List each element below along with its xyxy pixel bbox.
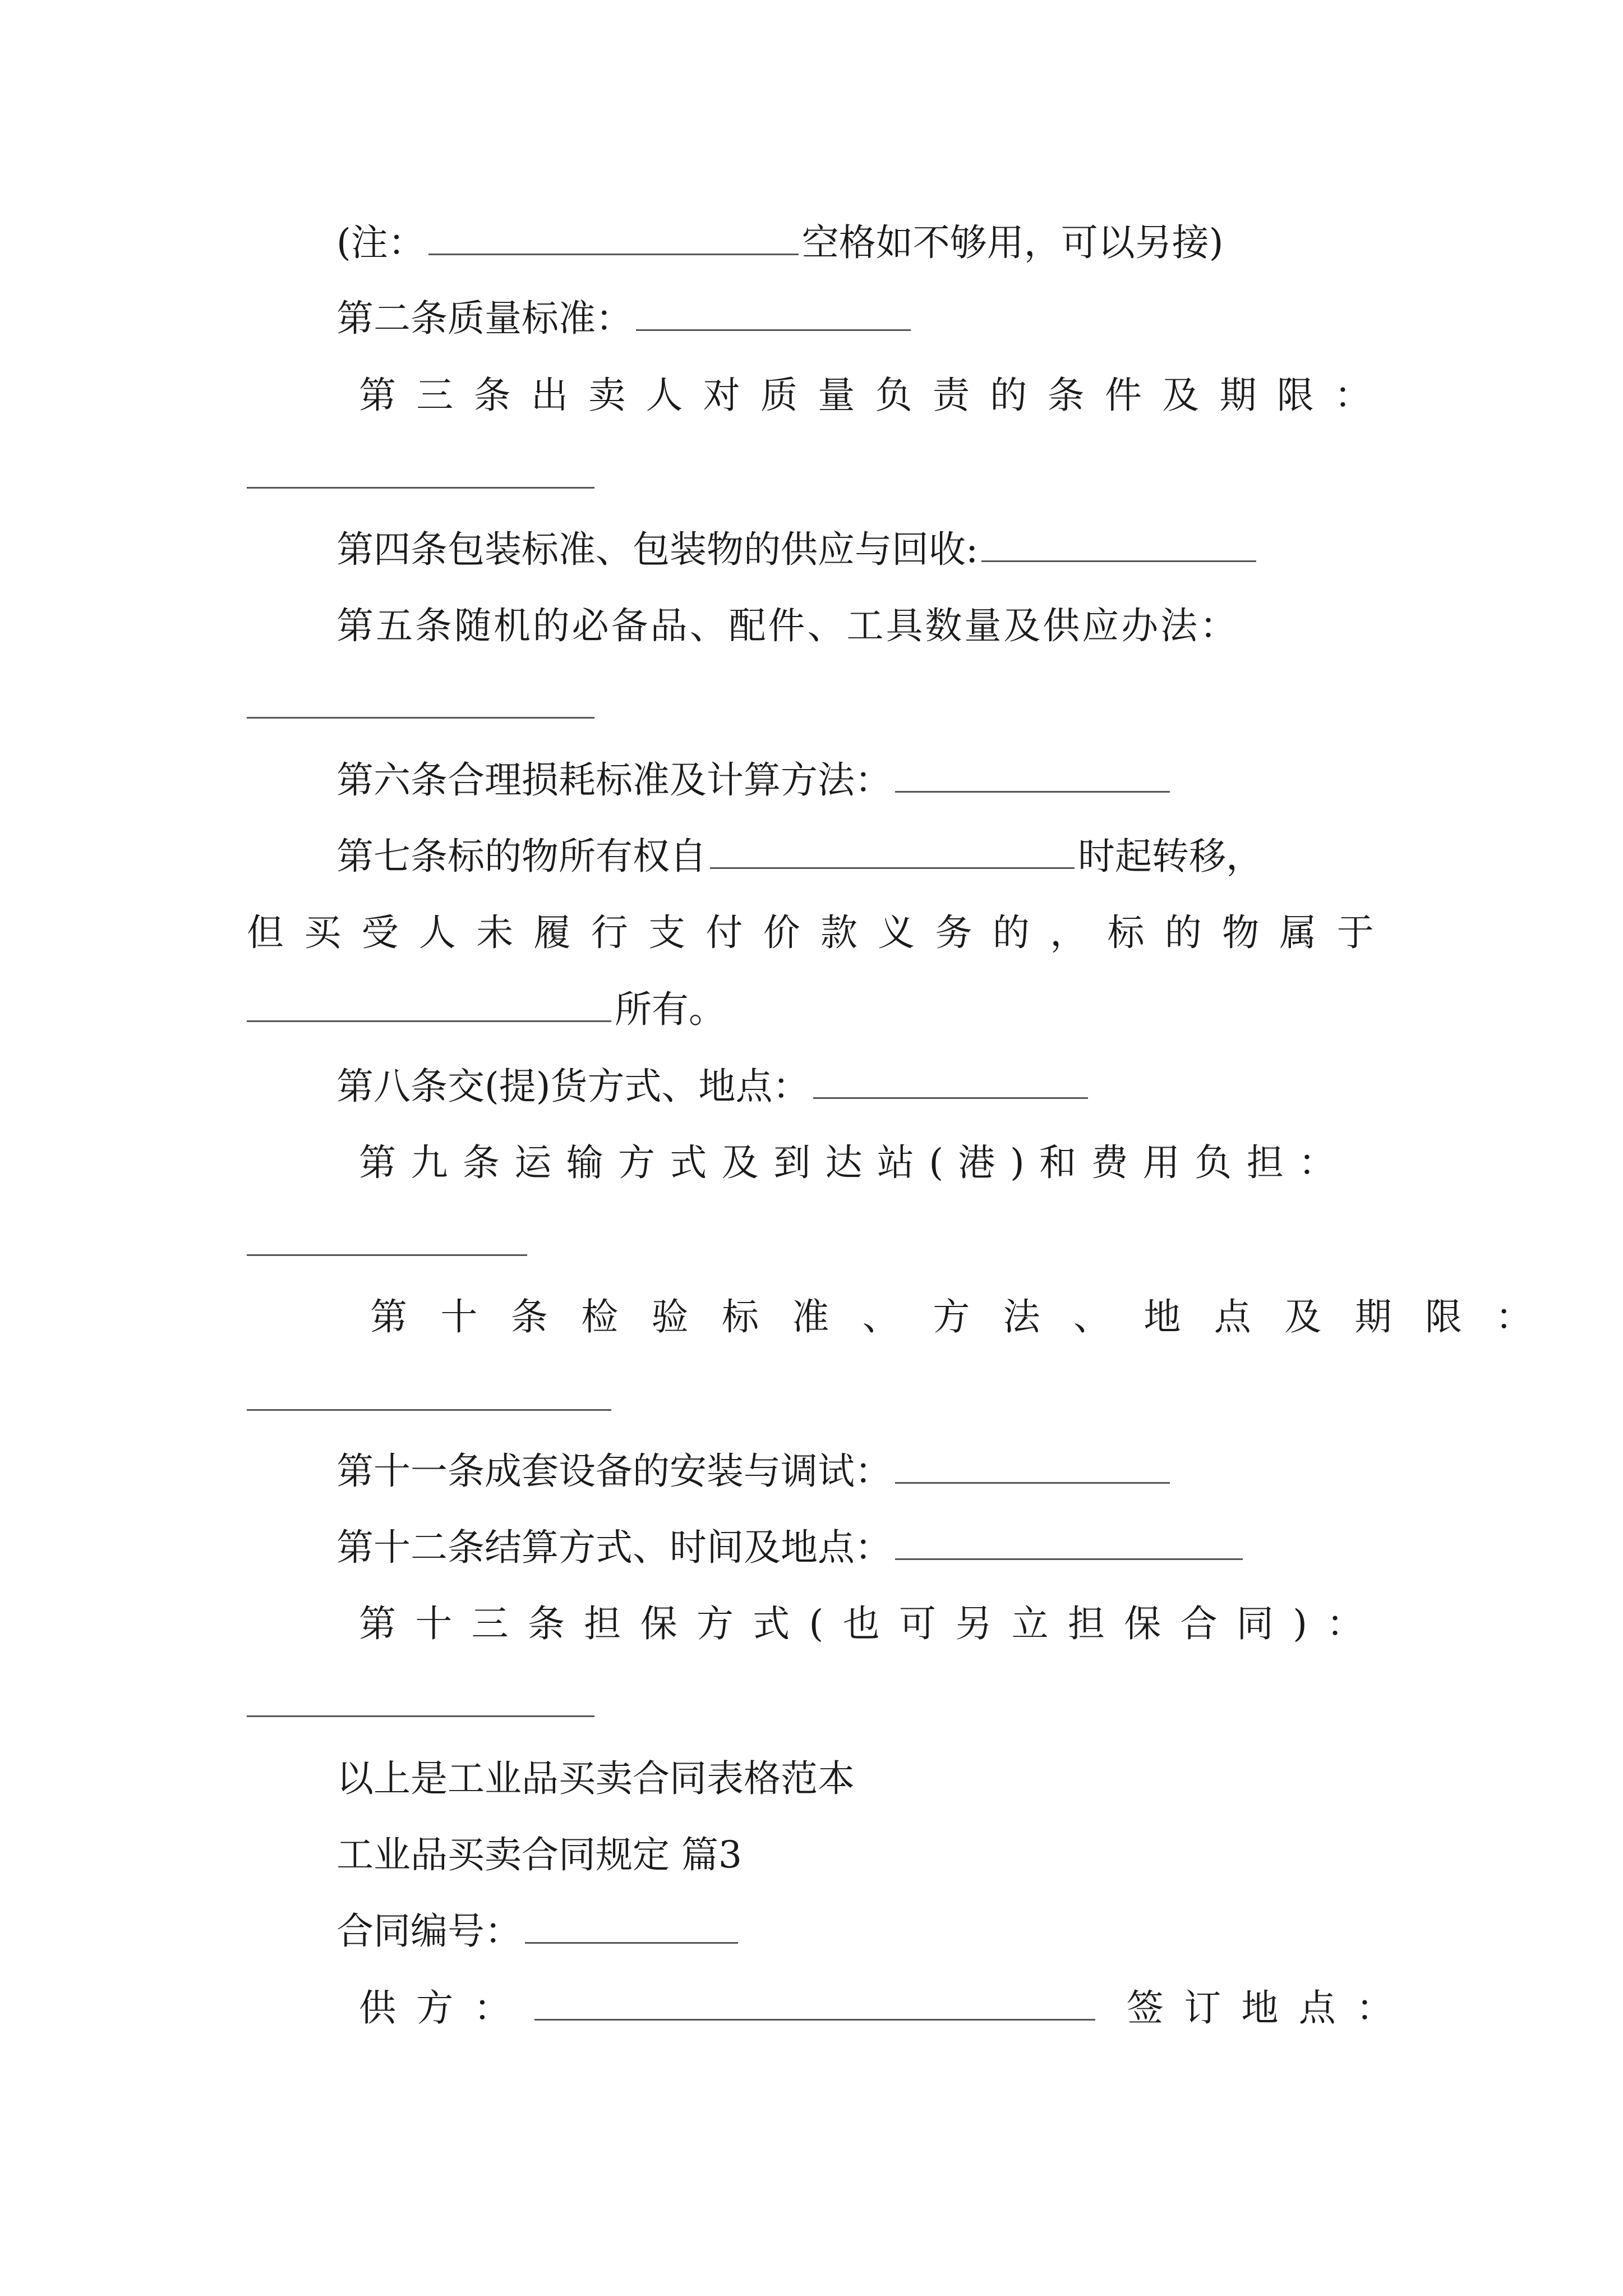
article-8 [336, 1065, 1091, 1108]
article-7-continuation: 但买受人未履行支付价款义务的，标的物属于 [247, 911, 1394, 954]
article-7-suffix: 时起转移， [1078, 835, 1263, 878]
blank-field [247, 1409, 611, 1411]
note-line [336, 221, 1224, 264]
blank-field [247, 1020, 611, 1022]
article-13: 第十三条担保方式(也可另立担保合同)： [359, 1602, 1383, 1645]
note-prefix: (注： [336, 221, 425, 264]
article-12 [336, 1526, 1246, 1569]
blank-field [636, 329, 911, 331]
article-9: 第九条运输方式及到达站(港)和费用负担： [359, 1141, 1350, 1184]
blank-field [534, 2018, 1095, 2021]
blank-field [247, 717, 594, 719]
blank-field [710, 867, 1075, 869]
blank-field [247, 1715, 594, 1717]
article-12-text: 第十二条结算方式、时间及地点： [336, 1526, 892, 1569]
article-11-text: 第十一条成套设备的安装与调试： [336, 1450, 892, 1493]
article-10: 第十条检验标准、方法、地点及期限： [370, 1295, 1566, 1338]
article-7 [336, 835, 1263, 878]
blank-field [813, 1097, 1088, 1099]
supplier-label: 供方： [359, 1986, 531, 2030]
blank-field [981, 560, 1256, 562]
article-7-owner [247, 988, 726, 1031]
section-heading: 工业品买卖合同规定 篇3 [336, 1833, 742, 1876]
article-4 [336, 528, 1260, 571]
article-3: 第三条出卖人对质量负责的条件及期限： [359, 374, 1392, 417]
note-suffix: 空格如不够用，可以另接) [801, 221, 1224, 264]
supplier-line [359, 1986, 1414, 2030]
article-7-owner-text: 所有。 [615, 988, 726, 1031]
blank-field [247, 1254, 527, 1256]
article-2 [336, 297, 914, 340]
signing-place-label: 签订地点： [1126, 1986, 1414, 2030]
blank-field [895, 1558, 1243, 1560]
summary-line: 以上是工业品买卖合同表格范本 [336, 1757, 855, 1800]
blank-field [895, 790, 1170, 793]
blank-field [428, 253, 799, 255]
article-5: 第五条随机的必备品、配件、工具数量及供应办法： [336, 604, 1239, 647]
article-6-text: 第六条合理损耗标准及计算方法： [336, 758, 892, 802]
article-8-text: 第八条交(提)货方式、地点： [336, 1065, 810, 1108]
blank-field [895, 1481, 1170, 1484]
article-4-text: 第四条包装标准、包装物的供应与回收: [336, 528, 979, 571]
blank-field [525, 1941, 738, 1944]
article-2-text: 第二条质量标准： [336, 297, 633, 340]
article-6 [336, 758, 1173, 802]
contract-number-label: 合同编号： [336, 1910, 522, 1953]
article-7-text: 第七条标的物所有权自 [336, 835, 707, 878]
contract-number [336, 1910, 741, 1953]
article-11 [336, 1450, 1173, 1493]
blank-field [247, 487, 594, 489]
